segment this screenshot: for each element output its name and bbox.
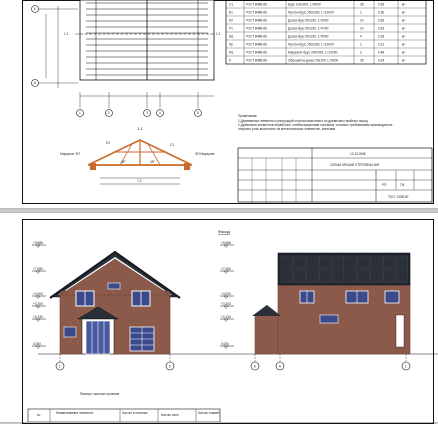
th-qty-windows: Кол-во окон xyxy=(161,413,179,417)
spec-cell-pos: С1 xyxy=(229,2,234,7)
facade-title: Фасад xyxy=(218,229,230,234)
spec-cell-qty: 28 xyxy=(360,2,364,7)
spec-cell-gost: ГОСТ 8486-86 xyxy=(246,18,267,23)
annex-roof xyxy=(252,305,281,316)
spec-cell-unit: м³ xyxy=(402,50,406,55)
stamp-stage: РП xyxy=(382,183,387,187)
spec-cell-mass: 0,31 xyxy=(378,42,385,47)
roof-panel xyxy=(371,270,383,283)
level-label: +3,200 xyxy=(33,301,43,306)
level-marks-left xyxy=(32,241,46,349)
th-num: № xyxy=(37,413,41,417)
spec-cell-name: Доска-брус 50х150, L=3000 xyxy=(288,18,329,23)
spec-cell-mass: 0,48 xyxy=(378,50,385,55)
stamp-code: 12-22-КМБ xyxy=(350,152,366,156)
truss-angle-left: 45° xyxy=(121,160,126,164)
roof-panel xyxy=(307,270,319,283)
drawing-sheet-facade xyxy=(0,213,438,422)
section-mark-right: 1-1 xyxy=(216,32,221,36)
spec-cell-pos: М1 xyxy=(229,50,234,55)
spec-cell-name: Брус 100х200, L=6000 xyxy=(288,2,321,7)
house-front-elevation xyxy=(50,252,180,354)
roof-plan-drawing xyxy=(0,0,438,208)
th-qty-section: Кол-во в сечении xyxy=(122,411,148,415)
spec-cell-mass: 0,53 xyxy=(378,26,385,31)
stamp-org: ТОО "СЕВОК" xyxy=(388,195,409,199)
level-label: +7,080 xyxy=(221,266,231,271)
note-2: 2.Древесина элементов обработать огнебиозащитным составом, согласно требованиям производителя xyxy=(238,123,393,127)
spec-cell-qty: 1 xyxy=(360,10,362,15)
facade-axis-bubbles xyxy=(56,354,410,370)
window-passport-table xyxy=(28,409,220,422)
axis-bubble-b xyxy=(32,6,39,13)
axis-bubble-5 xyxy=(195,110,202,117)
roof-panel xyxy=(307,256,319,269)
spec-cell-pos: Б1 xyxy=(229,10,233,15)
axis-label: Б xyxy=(253,364,256,369)
level-label: +0,130 xyxy=(221,314,231,319)
truss-label-mauerlat-right: ЭП Мауэрлат xyxy=(195,152,215,156)
roof-truss-section xyxy=(88,140,192,184)
spec-cell-mass: 0,28 xyxy=(378,34,385,39)
level-marks-right xyxy=(220,241,234,349)
spec-cell-mass: 0,36 xyxy=(378,10,385,15)
spec-cell-gost: ГОСТ 8486-86 xyxy=(246,2,267,7)
house-side-elevation xyxy=(252,253,410,354)
level-label: +3,200 xyxy=(221,301,231,306)
window-lower-left xyxy=(64,327,76,337)
axis-bubble-2 xyxy=(106,110,113,117)
side-door xyxy=(396,315,404,347)
side-window-4 xyxy=(320,315,338,323)
spec-cell-qty: 1 xyxy=(360,42,362,47)
roof-panel xyxy=(294,270,306,283)
svg-text:4: 4 xyxy=(159,111,161,116)
axis-label: 1 xyxy=(58,364,61,369)
spec-cell-pos: П2 xyxy=(229,18,234,23)
spec-cell-gost: ГОСТ 8486-86 xyxy=(246,34,267,39)
axis-label: 5 xyxy=(168,364,171,369)
axis-label: 1 xyxy=(404,364,407,369)
svg-text:2: 2 xyxy=(108,111,110,116)
level-label: +4,000 xyxy=(221,291,231,296)
spec-cell-qty: 14 xyxy=(360,18,364,23)
spec-cell-pos: Ш1 xyxy=(229,34,234,39)
spec-cell-pos: Пр xyxy=(229,42,234,47)
roof-panel xyxy=(358,256,370,269)
truss-label-p1: П1 xyxy=(106,141,111,145)
axis-label-b: Б xyxy=(33,7,36,12)
specification-table xyxy=(226,0,426,64)
annex-wall xyxy=(255,315,278,354)
note-3: опорные узлы выполнить на металлических элементах, кнехтами xyxy=(238,127,336,131)
spec-cell-unit: м³ xyxy=(402,18,406,23)
roof-panel xyxy=(345,270,357,283)
spec-cell-unit: м³ xyxy=(402,58,406,63)
spec-cell-name: Обрешетка-доска 25х100, L=6000 xyxy=(288,58,339,63)
roof-panel xyxy=(294,256,306,269)
th-floors: Кол-во этажей xyxy=(198,411,220,415)
section-title: 1-1 xyxy=(137,126,143,131)
spec-cell-gost: ГОСТ 8486-86 xyxy=(246,42,267,47)
axis-bubble-1 xyxy=(77,110,84,117)
spec-cell-unit: м³ xyxy=(402,10,406,15)
title-block xyxy=(238,148,432,202)
spec-cell-qty: 28 xyxy=(360,58,364,63)
spec-cell-mass: 0,66 xyxy=(378,18,385,23)
stamp-title: СХЕМА КРЫШИ СТРОПИЛЬНАЯ xyxy=(330,163,380,167)
gable-wall xyxy=(60,259,170,295)
spec-cell-qty: 2 xyxy=(360,50,362,55)
axis-bubble-a xyxy=(32,80,39,87)
spec-cell-unit: м³ xyxy=(402,2,406,7)
roof-panel xyxy=(319,270,331,283)
level-label: +4,000 xyxy=(33,291,43,296)
truss-label-c1: С1 xyxy=(170,143,175,147)
window-gable xyxy=(108,283,120,289)
roof-panel xyxy=(383,270,395,283)
roof-panel xyxy=(281,256,293,269)
spec-cell-mass: 0,55 xyxy=(378,2,385,7)
roof-panel xyxy=(332,256,344,269)
roof-panel xyxy=(332,270,344,283)
truss-angle-right: 45° xyxy=(150,160,155,164)
spec-cell-gost: ГОСТ 8486-86 xyxy=(246,58,267,63)
notes-title: Примечания: xyxy=(238,114,258,118)
roof-panel xyxy=(396,256,408,269)
spec-cell-unit: м³ xyxy=(402,26,406,31)
roof-panel xyxy=(319,256,331,269)
spec-cell-gost: ГОСТ 8486-86 xyxy=(246,10,267,15)
level-label: 0,000 xyxy=(33,341,41,346)
level-label: +9,686 xyxy=(33,240,43,245)
window-table-title: Паспорт оконных проемов xyxy=(80,392,120,396)
roof-panel xyxy=(396,270,408,283)
truss-label-mauerlat-left: Мауэрлат ЭП xyxy=(60,152,80,156)
roof-panel xyxy=(281,270,293,283)
svg-text:1: 1 xyxy=(79,111,81,116)
spec-cell-name: Прогон-брус 150х200, L=12000 xyxy=(288,10,334,15)
spec-cell-gost: ГОСТ 8486-86 xyxy=(246,26,267,31)
spec-cell-name: Мауэрлат-брус 200х200, L=12000 xyxy=(288,50,338,55)
axis-bubble-3 xyxy=(144,110,151,117)
stamp-sheet: 7/4 xyxy=(400,183,405,187)
facade-drawing xyxy=(0,213,438,422)
drawing-sheet-roof-plan xyxy=(0,0,438,208)
spec-cell-name: Прогон-брус 150х200, L=12000 xyxy=(288,42,334,47)
spec-cell-gost: ГОСТ 8486-86 xyxy=(246,50,267,55)
spec-cell-qty: 14 xyxy=(360,26,364,31)
level-label: +7,080 xyxy=(33,266,43,271)
th-name: Наименование элемента xyxy=(56,411,94,415)
spec-cell-mass: 0,24 xyxy=(378,58,385,63)
spec-cell-pos: К xyxy=(229,58,231,63)
spec-cell-pos: Р1 xyxy=(229,26,233,31)
level-label: +0,130 xyxy=(33,314,43,319)
roof-panel xyxy=(383,256,395,269)
spec-cell-unit: м³ xyxy=(402,34,406,39)
spec-cell-qty: 4 xyxy=(360,34,362,39)
axis-bubble-4 xyxy=(157,110,164,117)
svg-text:3: 3 xyxy=(146,111,148,116)
roof-panel xyxy=(358,270,370,283)
section-mark-left: 1-1 xyxy=(64,32,69,36)
axis-label: А xyxy=(278,364,281,369)
spec-cell-name: Доска-брус 50х150, L=4700 xyxy=(288,26,329,31)
note-1: 1.Деревянные элементы конструкций стропил выполнять из древесины хвойных пород xyxy=(238,119,368,123)
spec-cell-name: Доска-брус 50х150, L=5000 xyxy=(288,34,329,39)
roof-panel xyxy=(345,256,357,269)
level-label: +9,686 xyxy=(221,240,231,245)
level-label: 0,000 xyxy=(221,341,229,346)
side-window-3 xyxy=(385,291,399,303)
axis-label-a: А xyxy=(33,81,36,86)
spec-cell-unit: м³ xyxy=(402,42,406,47)
truss-span-dim: 7,2 xyxy=(137,179,142,183)
svg-text:5: 5 xyxy=(197,111,199,116)
roof-panel xyxy=(371,256,383,269)
